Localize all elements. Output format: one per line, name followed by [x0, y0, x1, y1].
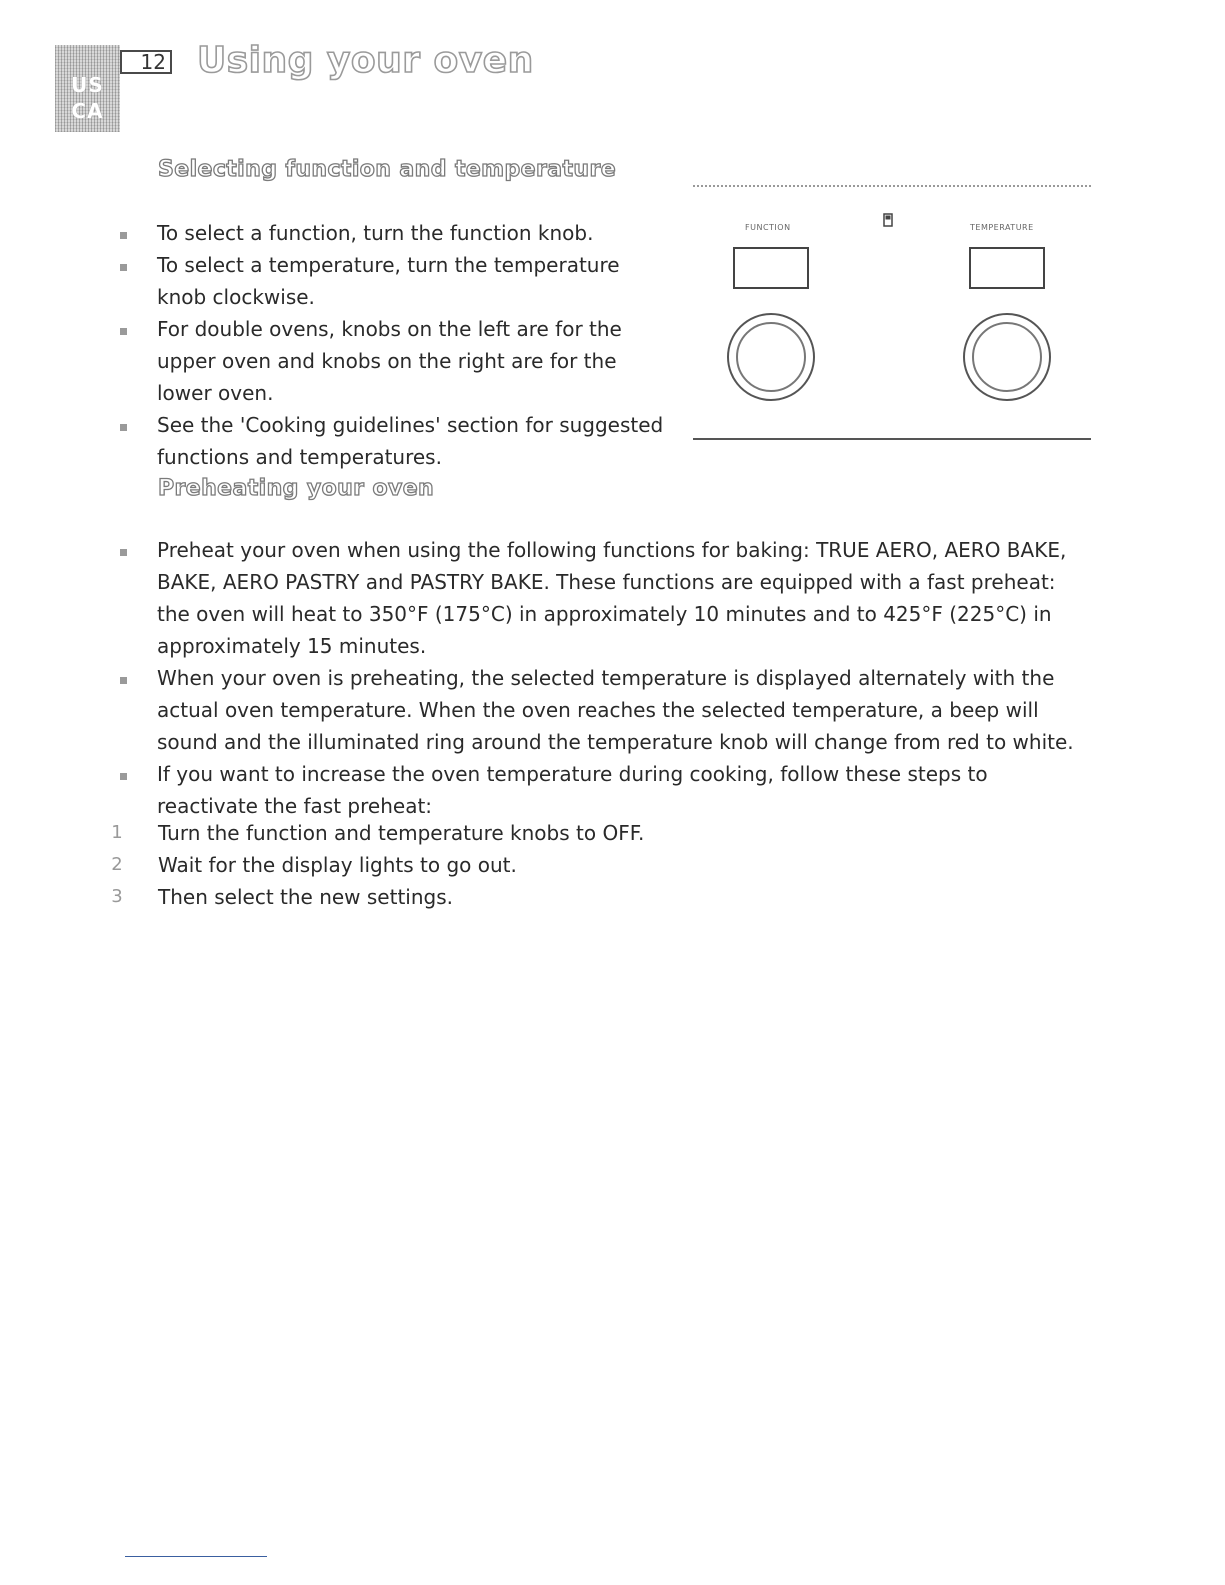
- panel-top-edge: [693, 185, 1091, 187]
- control-panel-diagram: [693, 185, 1091, 440]
- section-heading-preheating: Preheating your oven: [158, 476, 435, 501]
- list-item: [118, 249, 673, 313]
- function-knob: [727, 313, 815, 401]
- preheat-steps: [110, 817, 644, 913]
- function-display: [733, 247, 809, 289]
- step-text: Turn the function and temperature knobs to OFF.: [158, 821, 645, 845]
- list-item: [118, 534, 1093, 662]
- panel-bottom-edge: [693, 438, 1091, 440]
- list-item: [118, 217, 673, 249]
- page-title: Using your oven: [197, 40, 534, 81]
- function-label: FUNCTION: [745, 223, 791, 232]
- bullet-icon: [120, 549, 127, 556]
- bullet-icon: [120, 424, 127, 431]
- temperature-label: TEMPERATURE: [970, 223, 1034, 232]
- step-number: 3: [111, 886, 123, 907]
- list-item-text: Preheat your oven when using the following functions for baking: TRUE AERO, AERO BAKE, BAKE, AERO PASTRY and PASTRY BAKE. These functions are equipped with a fast preheat: the oven will heat to 350°F (175°C) in approximately 10 minutes and to 425°F (225°C) in approximately 15 minutes.: [157, 538, 1067, 658]
- step-number: 1: [111, 822, 123, 843]
- bullet-icon: [120, 773, 127, 780]
- selecting-list: [118, 217, 673, 473]
- locale-ca-label: CA: [71, 99, 104, 123]
- bullet-icon: [120, 232, 127, 239]
- step-text: Wait for the display lights to go out.: [158, 853, 517, 877]
- list-item: [118, 758, 1093, 822]
- section-heading-selecting: Selecting function and temperature: [158, 157, 617, 182]
- list-item: [118, 662, 1093, 758]
- preheating-list: [118, 534, 1093, 822]
- bullet-icon: [120, 328, 127, 335]
- footer-rule: [125, 1556, 267, 1557]
- list-item-text: To select a temperature, turn the temperature knob clockwise.: [157, 253, 620, 309]
- temperature-knob: [963, 313, 1051, 401]
- step-text: Then select the new settings.: [158, 885, 453, 909]
- oven-lamp-icon: [883, 213, 893, 227]
- locale-us-label: US: [71, 73, 104, 97]
- locale-tab: [55, 45, 120, 132]
- list-item-text: If you want to increase the oven temperature during cooking, follow these steps to reactivate the fast preheat:: [157, 762, 988, 818]
- step-item: [110, 881, 644, 913]
- list-item-text: When your oven is preheating, the selected temperature is displayed alternately with the actual oven temperature. When the oven reaches the selected temperature, a beep will sound and the illuminated ring around the temperature knob will change from red to white.: [157, 666, 1074, 754]
- temperature-display: [969, 247, 1045, 289]
- step-number: 2: [111, 854, 123, 875]
- step-item: [110, 817, 644, 849]
- page-number: 12: [120, 50, 172, 74]
- list-item: [118, 409, 673, 473]
- bullet-icon: [120, 677, 127, 684]
- bullet-icon: [120, 264, 127, 271]
- list-item-text: See the 'Cooking guidelines' section for suggested functions and temperatures.: [157, 413, 664, 469]
- list-item-text: To select a function, turn the function knob.: [157, 221, 594, 245]
- list-item: [118, 313, 673, 409]
- step-item: [110, 849, 644, 881]
- list-item-text: For double ovens, knobs on the left are for the upper oven and knobs on the right are for the lower oven.: [157, 317, 622, 405]
